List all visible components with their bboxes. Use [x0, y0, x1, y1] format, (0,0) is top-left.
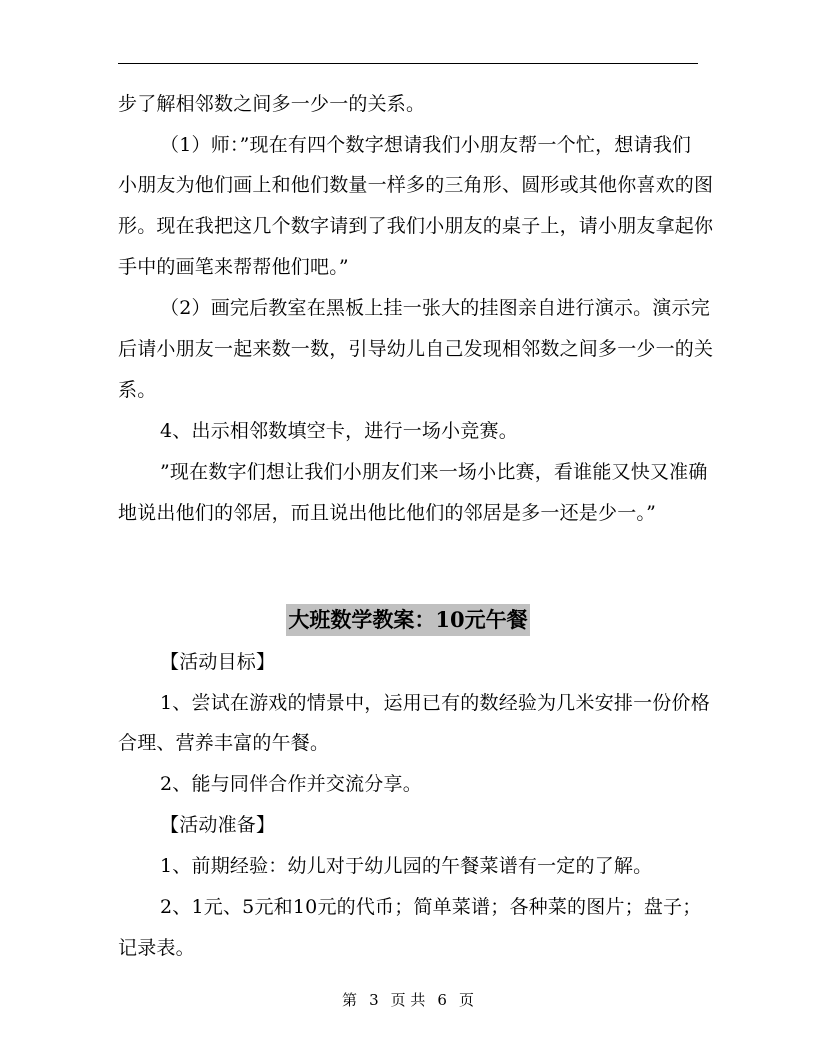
paragraph-line: 小朋友为他们画上和他们数量一样多的三角形、圆形或其他你喜欢的图 — [118, 174, 714, 196]
paragraph-line: （2）画完后教室在黑板上挂一张大的挂图亲自进行演示。演示完 — [160, 297, 710, 319]
paragraph-line: 2、能与同伴合作并交流分享。 — [160, 773, 422, 795]
paragraph-line: 记录表。 — [118, 937, 195, 959]
footer-label-of: 页 共 — [390, 991, 426, 1009]
footer-label-page: 第 — [342, 991, 358, 1009]
section-title-wrap — [0, 604, 816, 636]
paragraph-line: ”现在数字们想让我们小朋友们来一场小比赛，看谁能又快又准确 — [160, 461, 708, 483]
paragraph-line: （1）师：”现在有四个数字想请我们小朋友帮一个忙，想请我们 — [160, 134, 692, 156]
footer-total-pages: 6 — [437, 991, 447, 1009]
footer-label-end: 页 — [458, 991, 474, 1009]
paragraph-line: 1、尝试在游戏的情景中，运用已有的数经验为几米安排一份价格 — [160, 692, 710, 714]
section-heading: 【活动准备】 — [160, 814, 276, 836]
section-title: 大班数学教案：10元午餐 — [286, 604, 529, 636]
paragraph-line: 形。现在我把这几个数字请到了我们小朋友的桌子上，请小朋友拿起你 — [118, 215, 714, 237]
paragraph-line: 后请小朋友一起来数一数，引导幼儿自己发现相邻数之间多一少一的关 — [118, 338, 714, 360]
paragraph-line: 2、1元、5元和10元的代币；简单菜谱；各种菜的图片；盘子； — [160, 896, 702, 918]
paragraph-line: 4、出示相邻数填空卡，进行一场小竞赛。 — [160, 420, 518, 442]
paragraph-line: 手中的画笔来帮帮他们吧。” — [118, 256, 349, 278]
paragraph-line: 步了解相邻数之间多一少一的关系。 — [118, 93, 426, 115]
footer-current-page: 3 — [369, 991, 379, 1009]
header-rule — [118, 63, 698, 64]
section-heading: 【活动目标】 — [160, 651, 276, 673]
page-footer — [0, 990, 816, 1010]
paragraph-line: 地说出他们的邻居，而且说出他比他们的邻居是多一还是少一。” — [118, 502, 657, 524]
paragraph-line: 系。 — [118, 379, 157, 401]
paragraph-line: 合理、营养丰富的午餐。 — [118, 732, 330, 754]
paragraph-line: 1、前期经验：幼儿对于幼儿园的午餐菜谱有一定的了解。 — [160, 855, 653, 877]
